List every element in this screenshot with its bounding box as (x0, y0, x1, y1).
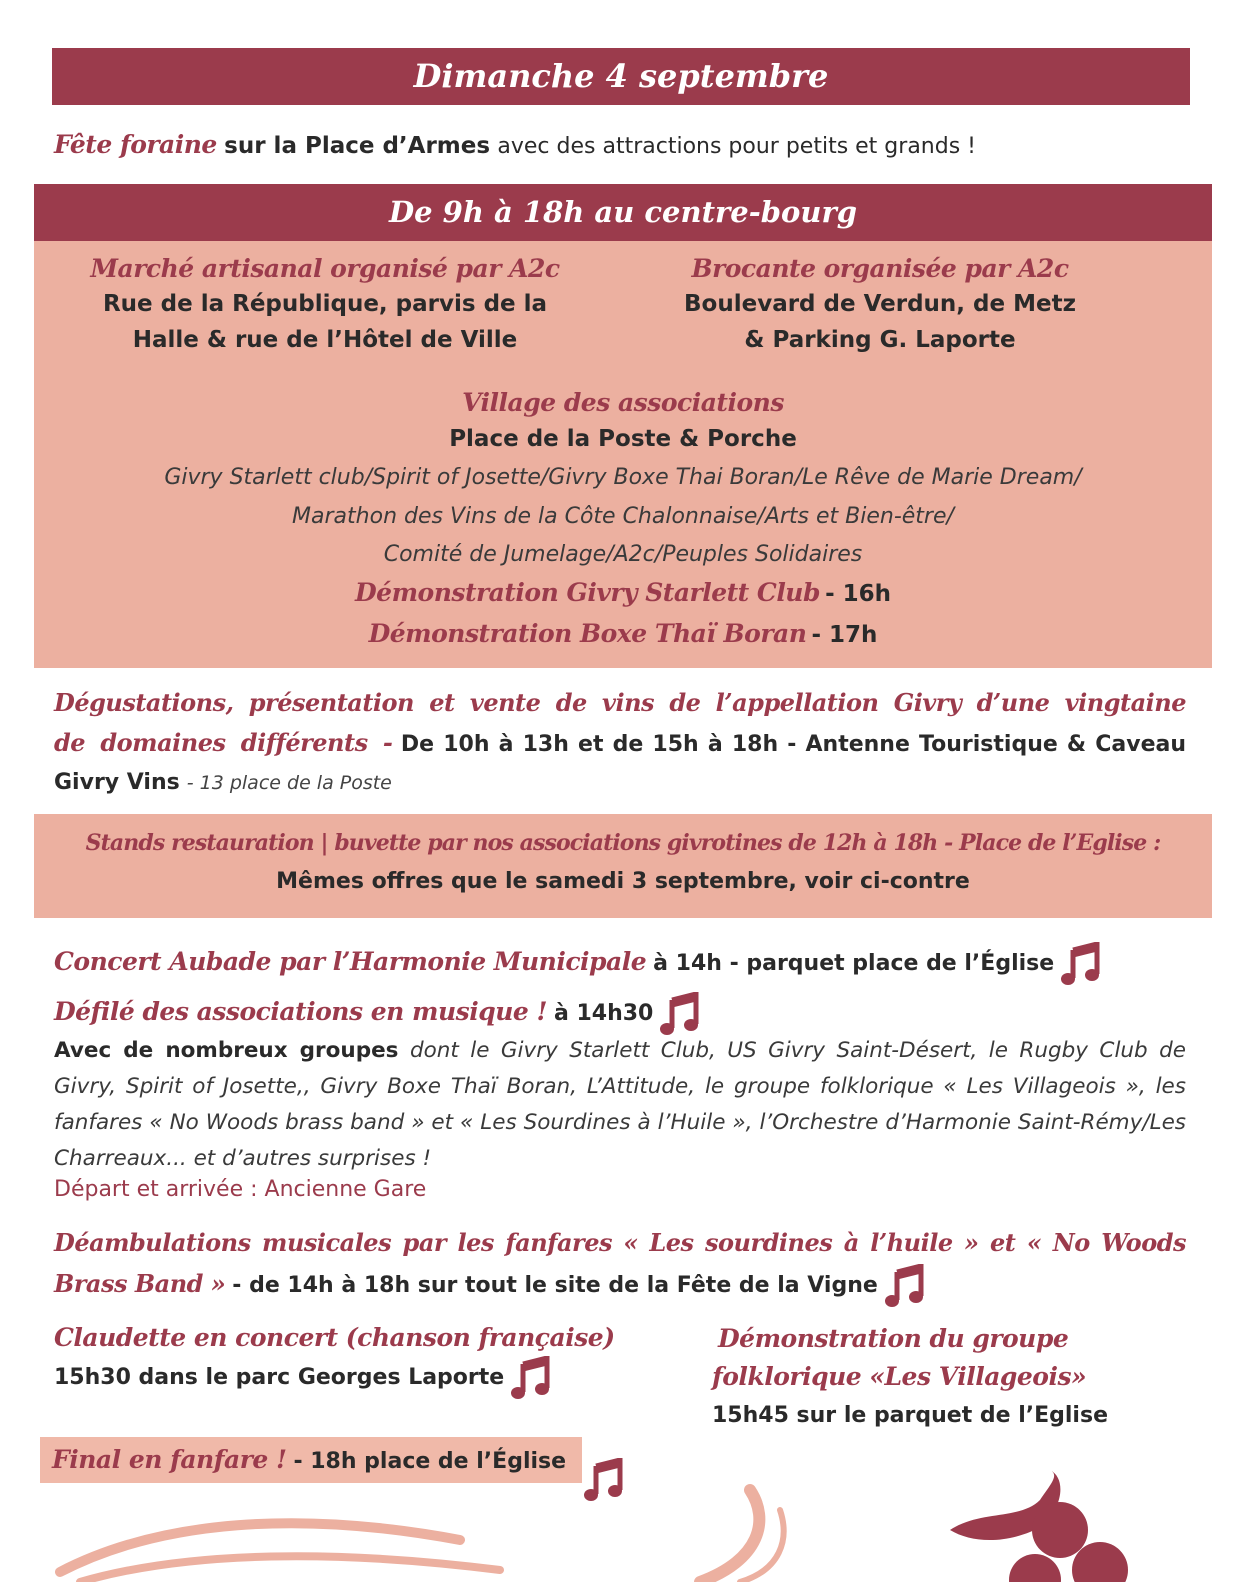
demo-villageois (712, 1320, 1192, 1436)
final-title: Final en fanfare ! (52, 1445, 287, 1474)
demo-starlett-time: - 16h (825, 581, 891, 607)
centre-bourg-title: De 9h à 18h au centre-bourg (388, 195, 858, 229)
fete-foraine-place: sur la Place d’Armes (224, 133, 491, 159)
stands (34, 824, 1212, 902)
defile-depart: Départ et arrivée : Ancienne Gare (54, 1177, 427, 1202)
decorative-swirl (40, 1480, 820, 1582)
brocante-line2: & Parking G. Laporte (744, 327, 1016, 353)
concert-title: Concert Aubade par l’Harmonie Municipale (54, 947, 647, 976)
claudette-title: Claudette en concert (chanson française) (54, 1323, 615, 1352)
degust-title: Dégustations, présentation et vente de vins de l’appellation Givry d’une vingtaine de domaines différents - (54, 688, 1186, 757)
marche-artisanal (40, 252, 610, 358)
brocante-line1: Boulevard de Verdun, de Metz (684, 291, 1076, 317)
brocante (640, 252, 1120, 358)
defile-time: à 14h30 (553, 1001, 654, 1026)
deambulations (54, 1224, 1186, 1308)
demo-starlett (34, 574, 1212, 615)
final-info: - 18h place de l’Église (293, 1449, 567, 1474)
village-list-3: Comité de Jumelage/A2c/Peuples Solidaires (383, 542, 863, 567)
deamb-title: Déambulations musicales par les fanfares « Les sourdines à l’huile » et « No Woods Brass Band » (54, 1228, 1186, 1298)
village-list-1: Givry Starlett club/Spirit of Josette/Givry Boxe Thai Boran/Le Rêve de Marie Dream/ (164, 465, 1082, 490)
claudette-line (54, 1356, 654, 1400)
village-associations (34, 386, 1212, 656)
music-note-icon (1061, 942, 1101, 986)
claudette-info: 15h30 dans le parc Georges Laporte (54, 1365, 505, 1390)
music-note-icon (511, 1356, 551, 1400)
village-title: Village des associations (462, 388, 784, 417)
defile-text: dont le Givry Starlett Club, US Givry Saint-Désert, le Rugby Club de Givry, Spirit of Josette,, Givry Boxe Thaï Boran, L’Attitude, le groupe folklorique « Les Villageois », les fanfares « No Woods brass band » et « Les Sourdines à l’Huile », l’Orchestre d’Harmonie Saint-Rémy/Les Charreaux... et d’autres surprises ! (54, 1038, 1186, 1171)
marche-line1: Rue de la République, parvis de la (102, 291, 548, 317)
demo-villageois-title-1: Démonstration du groupe (718, 1324, 1069, 1353)
demo-boxe-time: - 17h (811, 622, 878, 648)
concert-aubade (54, 942, 1194, 986)
demo-boxe-title: Démonstration Boxe Thaï Boran (368, 619, 807, 648)
degust-address: - 13 place de la Poste (186, 772, 392, 794)
marche-line2: Halle & rue de l’Hôtel de Ville (132, 327, 518, 353)
fete-foraine-title: Fête foraine (54, 130, 217, 159)
degust-info: De 10h à 13h et de 15h à 18h - Antenne Touristique & Caveau Givry Vins (54, 732, 1187, 795)
stands-sub: Mêmes offres que le samedi 3 septembre, voir ci-contre (276, 869, 970, 894)
defile-title: Défilé des associations en musique ! (54, 997, 547, 1026)
music-note-icon (885, 1264, 925, 1308)
demo-boxe (34, 615, 1212, 656)
centre-bourg-header (34, 184, 1212, 241)
date-title: Dimanche 4 septembre (413, 57, 829, 95)
defile-bold: Avec de nombreux groupes (54, 1038, 399, 1063)
village-list-2: Marathon des Vins de la Côte Chalonnaise/Arts et Bien-être/ (292, 504, 954, 529)
brocante-title: Brocante organisée par A2c (691, 254, 1069, 283)
marche-title: Marché artisanal organisé par A2c (90, 254, 560, 283)
defile-details (54, 1033, 1186, 1177)
demo-starlett-title: Démonstration Givry Starlett Club (354, 578, 820, 607)
music-note-icon (660, 992, 700, 1036)
deamb-info: - de 14h à 18h sur tout le site de la Fête de la Vigne (232, 1273, 878, 1298)
defile-line (54, 992, 1194, 1036)
concert-info: à 14h - parquet place de l’Église (653, 951, 1055, 976)
claudette-concert (54, 1320, 654, 1400)
grapes-icon (940, 1470, 1160, 1582)
final-line (52, 1441, 652, 1481)
demo-villageois-info: 15h45 sur le parquet de l’Eglise (712, 1403, 1108, 1428)
demo-villageois-title-2: folklorique «Les Villageois» (712, 1362, 1087, 1391)
fete-foraine-desc: avec des attractions pour petits et grands ! (497, 134, 976, 159)
stands-title: Stands restauration | buvette par nos associations givrotines de 12h à 18h - Place de l’Eglise : (85, 830, 1161, 856)
degustations (54, 684, 1186, 802)
date-header (52, 48, 1190, 105)
fete-foraine-line (54, 130, 1194, 159)
village-place: Place de la Poste & Porche (449, 426, 797, 452)
